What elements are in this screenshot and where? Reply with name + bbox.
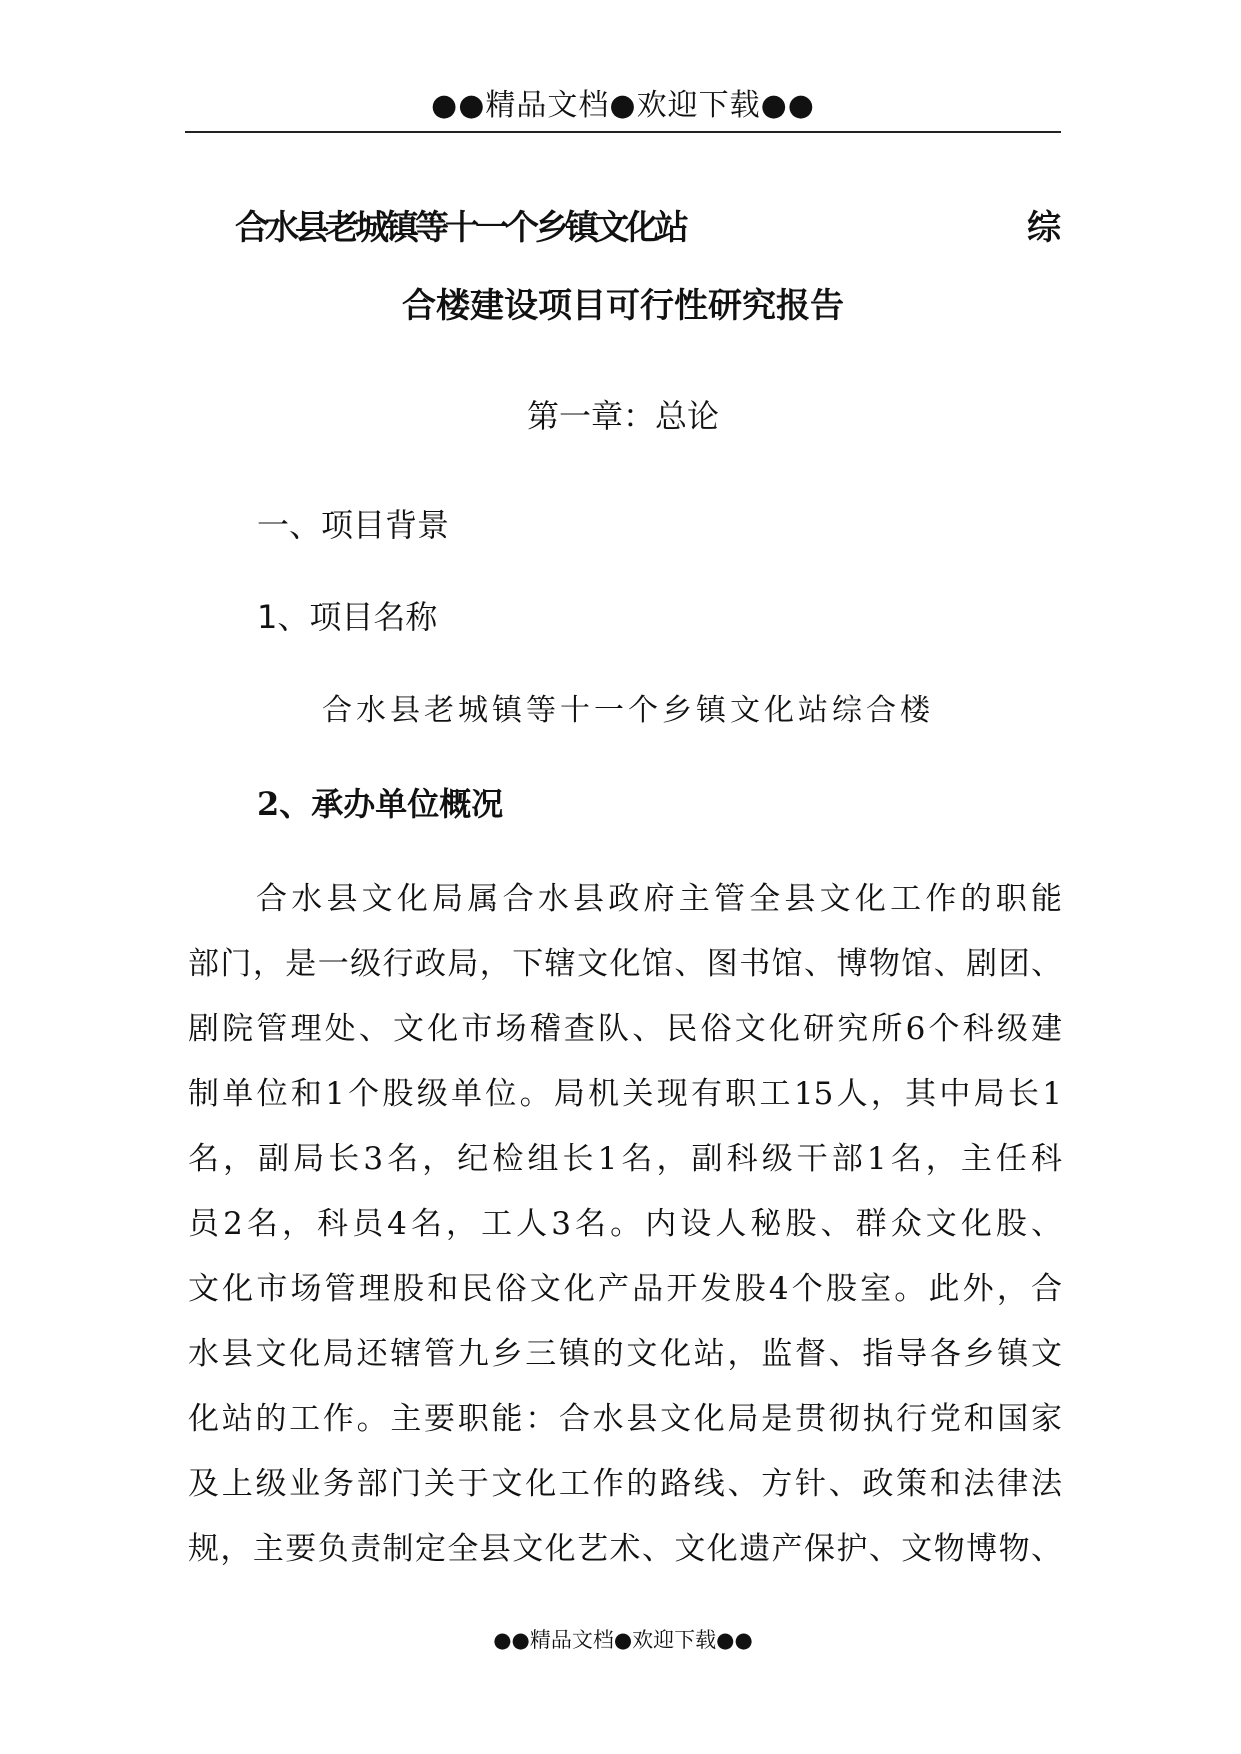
paragraph-line: 化站的工作。主要职能：合水县文化局是贯彻执行党和国家 — [188, 1401, 1062, 1437]
page-header: ●●精品文档●欢迎下载●● — [431, 88, 815, 123]
paragraph-line: 制单位和1个股级单位。局机关现有职工15人，其中局长1 — [188, 1076, 1062, 1112]
paragraph-line: 规，主要负责制定全县文化艺术、文化遗产保护、文物博物、 — [188, 1531, 1062, 1567]
subheading-organizer-overview: 2、承办单位概况 — [257, 785, 504, 823]
paragraph-line: 部门，是一级行政局，下辖文化馆、图书馆、博物馆、剧团、 — [188, 946, 1062, 982]
paragraph-line: 及上级业务部门关于文化工作的路线、方针、政策和法律法 — [188, 1466, 1062, 1502]
paragraph-line: 水县文化局还辖管九乡三镇的文化站，监督、指导各乡镇文 — [188, 1336, 1062, 1372]
title-line-1-tail: 综 — [1027, 208, 1061, 248]
title-line-1-main: 合水县老城镇等十一个乡镇文化站 — [235, 208, 685, 248]
section-heading-background: 一、项目背景 — [257, 506, 450, 544]
document-title-line-1 — [235, 203, 1061, 253]
project-name-text: 合水县老城镇等十一个乡镇文化站综合楼 — [322, 693, 934, 728]
paragraph-line: 剧院管理处、文化市场稽查队、民俗文化研究所6个科级建 — [188, 1011, 1062, 1047]
subheading-project-name: 1、项目名称 — [257, 598, 438, 636]
paragraph-line: 文化市场管理股和民俗文化产品开发股4个股室。此外，合 — [188, 1271, 1062, 1307]
chapter-heading: 第一章：总论 — [526, 397, 719, 435]
paragraph-line: 名，副局长3名，纪检组长1名，副科级干部1名，主任科 — [188, 1141, 1062, 1177]
paragraph-line: 员2名，科员4名，工人3名。内设人秘股、群众文化股、 — [188, 1206, 1062, 1242]
header-divider — [185, 131, 1061, 133]
page-footer: ●●精品文档●欢迎下载●● — [493, 1628, 753, 1652]
document-title-line-2: 合楼建设项目可行性研究报告 — [402, 286, 844, 326]
organizer-overview-paragraph — [188, 867, 1062, 1582]
paragraph-line: 合水县文化局属合水县政府主管全县文化工作的职能 — [256, 881, 1062, 917]
